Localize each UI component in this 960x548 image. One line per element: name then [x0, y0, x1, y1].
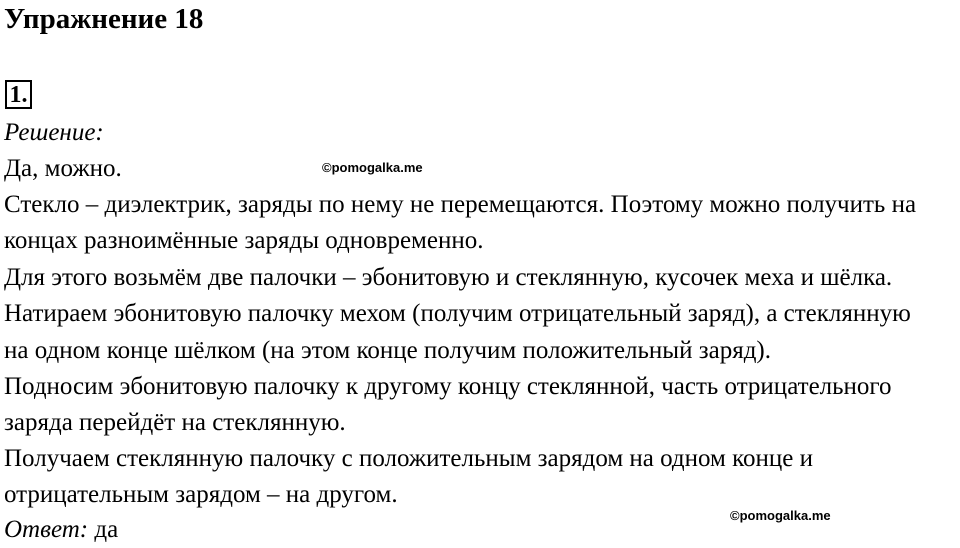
text-line-4: Для этого возьмём две палочки – эбонитовую и стеклянную, кусочек меха и шёлка. [4, 264, 893, 291]
answer-label: Ответ: [4, 516, 89, 543]
text-line-3: концах разноимённые заряды одновременно. [4, 227, 484, 254]
text-line-2: Стекло – диэлектрик, заряды по нему не перемещаются. Поэтому можно получить на [4, 191, 917, 218]
task-number-box: 1. [5, 80, 32, 109]
solution-label: Решение: [4, 119, 104, 146]
text-line-8: заряда перейдёт на стеклянную. [4, 409, 346, 436]
watermark-top: ©pomogalka.me [322, 160, 423, 175]
watermark-bottom: ©pomogalka.me [730, 508, 831, 523]
answer-line [4, 512, 118, 548]
text-line-1: Да, можно. [4, 155, 122, 182]
text-line-9: Получаем стеклянную палочку с положительным зарядом на одном конце и [4, 445, 813, 472]
text-line-5: Натираем эбонитовую палочку мехом (получим отрицательный заряд), а стеклянную [4, 300, 911, 327]
answer-value: да [94, 516, 119, 543]
text-line-7: Подносим эбонитовую палочку к другому концу стеклянной, часть отрицательного [4, 373, 892, 400]
page-title: Упражнение 18 [4, 3, 204, 35]
text-line-10: отрицательным зарядом – на другом. [4, 481, 398, 508]
text-line-6: на одном конце шёлком (на этом конце получим положительный заряд). [4, 337, 771, 364]
